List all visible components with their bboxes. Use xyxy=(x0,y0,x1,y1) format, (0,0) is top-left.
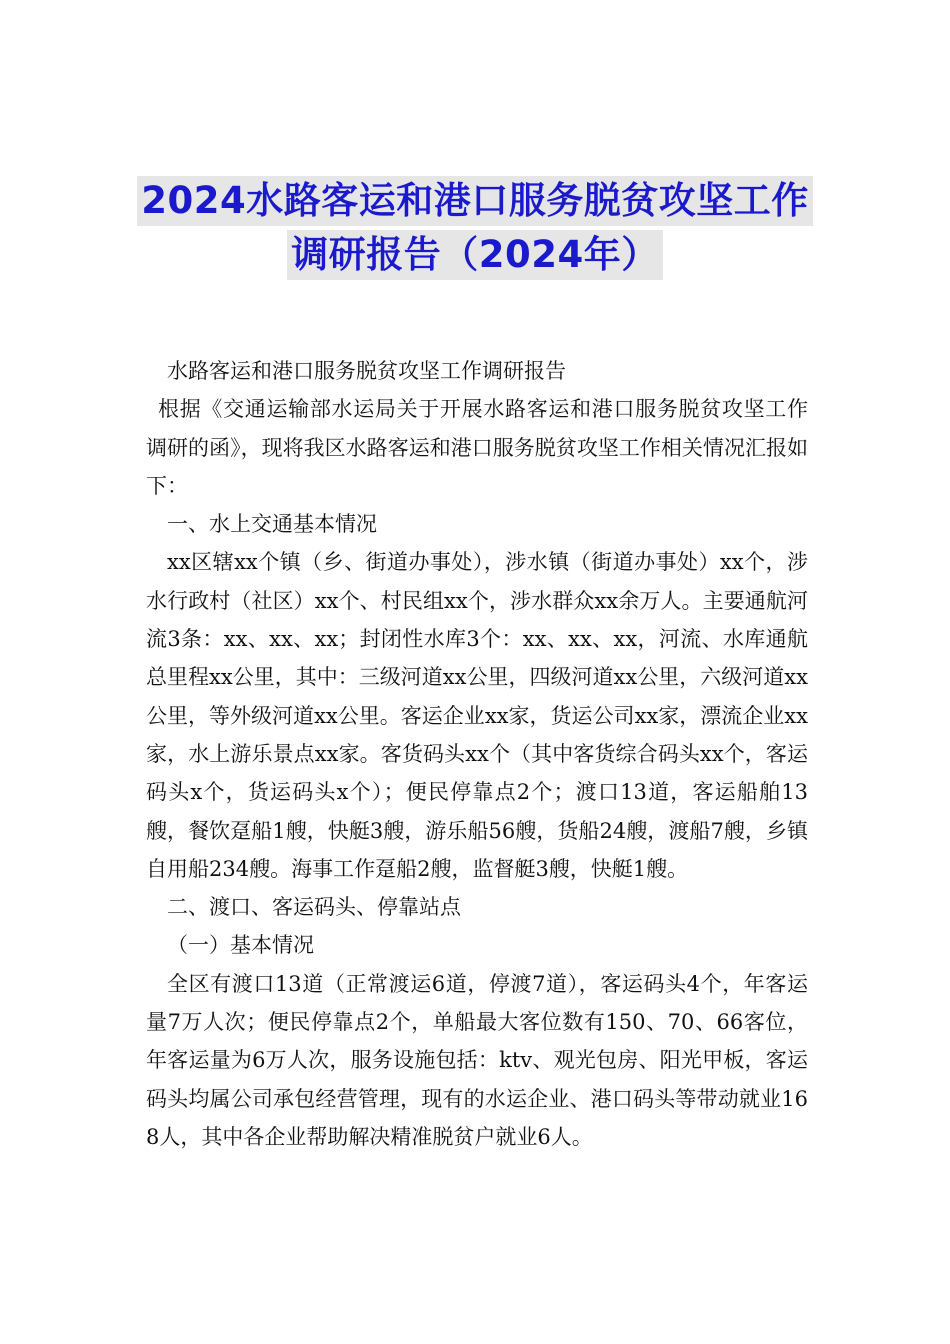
subsection-heading-1: （一）基本情况 xyxy=(167,933,314,958)
document-body xyxy=(146,352,808,1156)
report-subtitle: 水路客运和港口服务脱贫攻坚工作调研报告 xyxy=(167,359,566,383)
section-heading-1: 一、水上交通基本情况 xyxy=(167,512,377,537)
intro-paragraph: 根据《交通运输部水运局关于开展水路客运和港口服务脱贫攻坚工作调研的函》，现将我区水路客运和港口服务脱贫攻坚工作相关情况汇报如下： xyxy=(146,397,808,498)
ferry-situation-paragraph: 全区有渡口13道（正常渡运6道，停渡7道），客运码头4个，年客运量7万人次；便民停靠点2个，单船最大客位数有150、70、66客位，年客运量为6万人次，服务设施包括：ktv、观光包房、阳光甲板，客运码头均属公司承包经营管理，现有的水运企业、港口码头等带动就业168人，其中各企业帮助解决精准脱贫户就业6人。 xyxy=(146,971,808,1149)
title-line-2: 调研报告（2024年） xyxy=(287,230,662,280)
title-line-1: 2024水路客运和港口服务脱贫攻坚工作 xyxy=(137,176,812,226)
section-heading-2: 二、渡口、客运码头、停靠站点 xyxy=(167,895,461,920)
document-title xyxy=(0,176,950,280)
basic-situation-paragraph: xx区辖xx个镇（乡、街道办事处），涉水镇（街道办事处）xx个，涉水行政村（社区）xx个、村民组xx个，涉水群众xx余万人。主要通航河流3条：xx、xx、xx；封闭性水库3个：xx、xx、xx，河流、水库通航总里程xx公里，其中：三级河道xx公里，四级河道xx公里，六级河道xx公里，等外级河道xx公里。客运企业xx家，货运公司xx家，漂流企业xx家，水上游乐景点xx家。客货码头xx个（其中客货综合码头xx个，客运码头x个，货运码头x个）；便民停靠点2个；渡口13道，客运船舶13艘，餐饮趸船1艘，快艇3艘，游乐船56艘，货船24艘，渡船7艘，乡镇自用船234艘。海事工作趸船2艘，监督艇3艘，快艇1艘。 xyxy=(146,550,808,881)
